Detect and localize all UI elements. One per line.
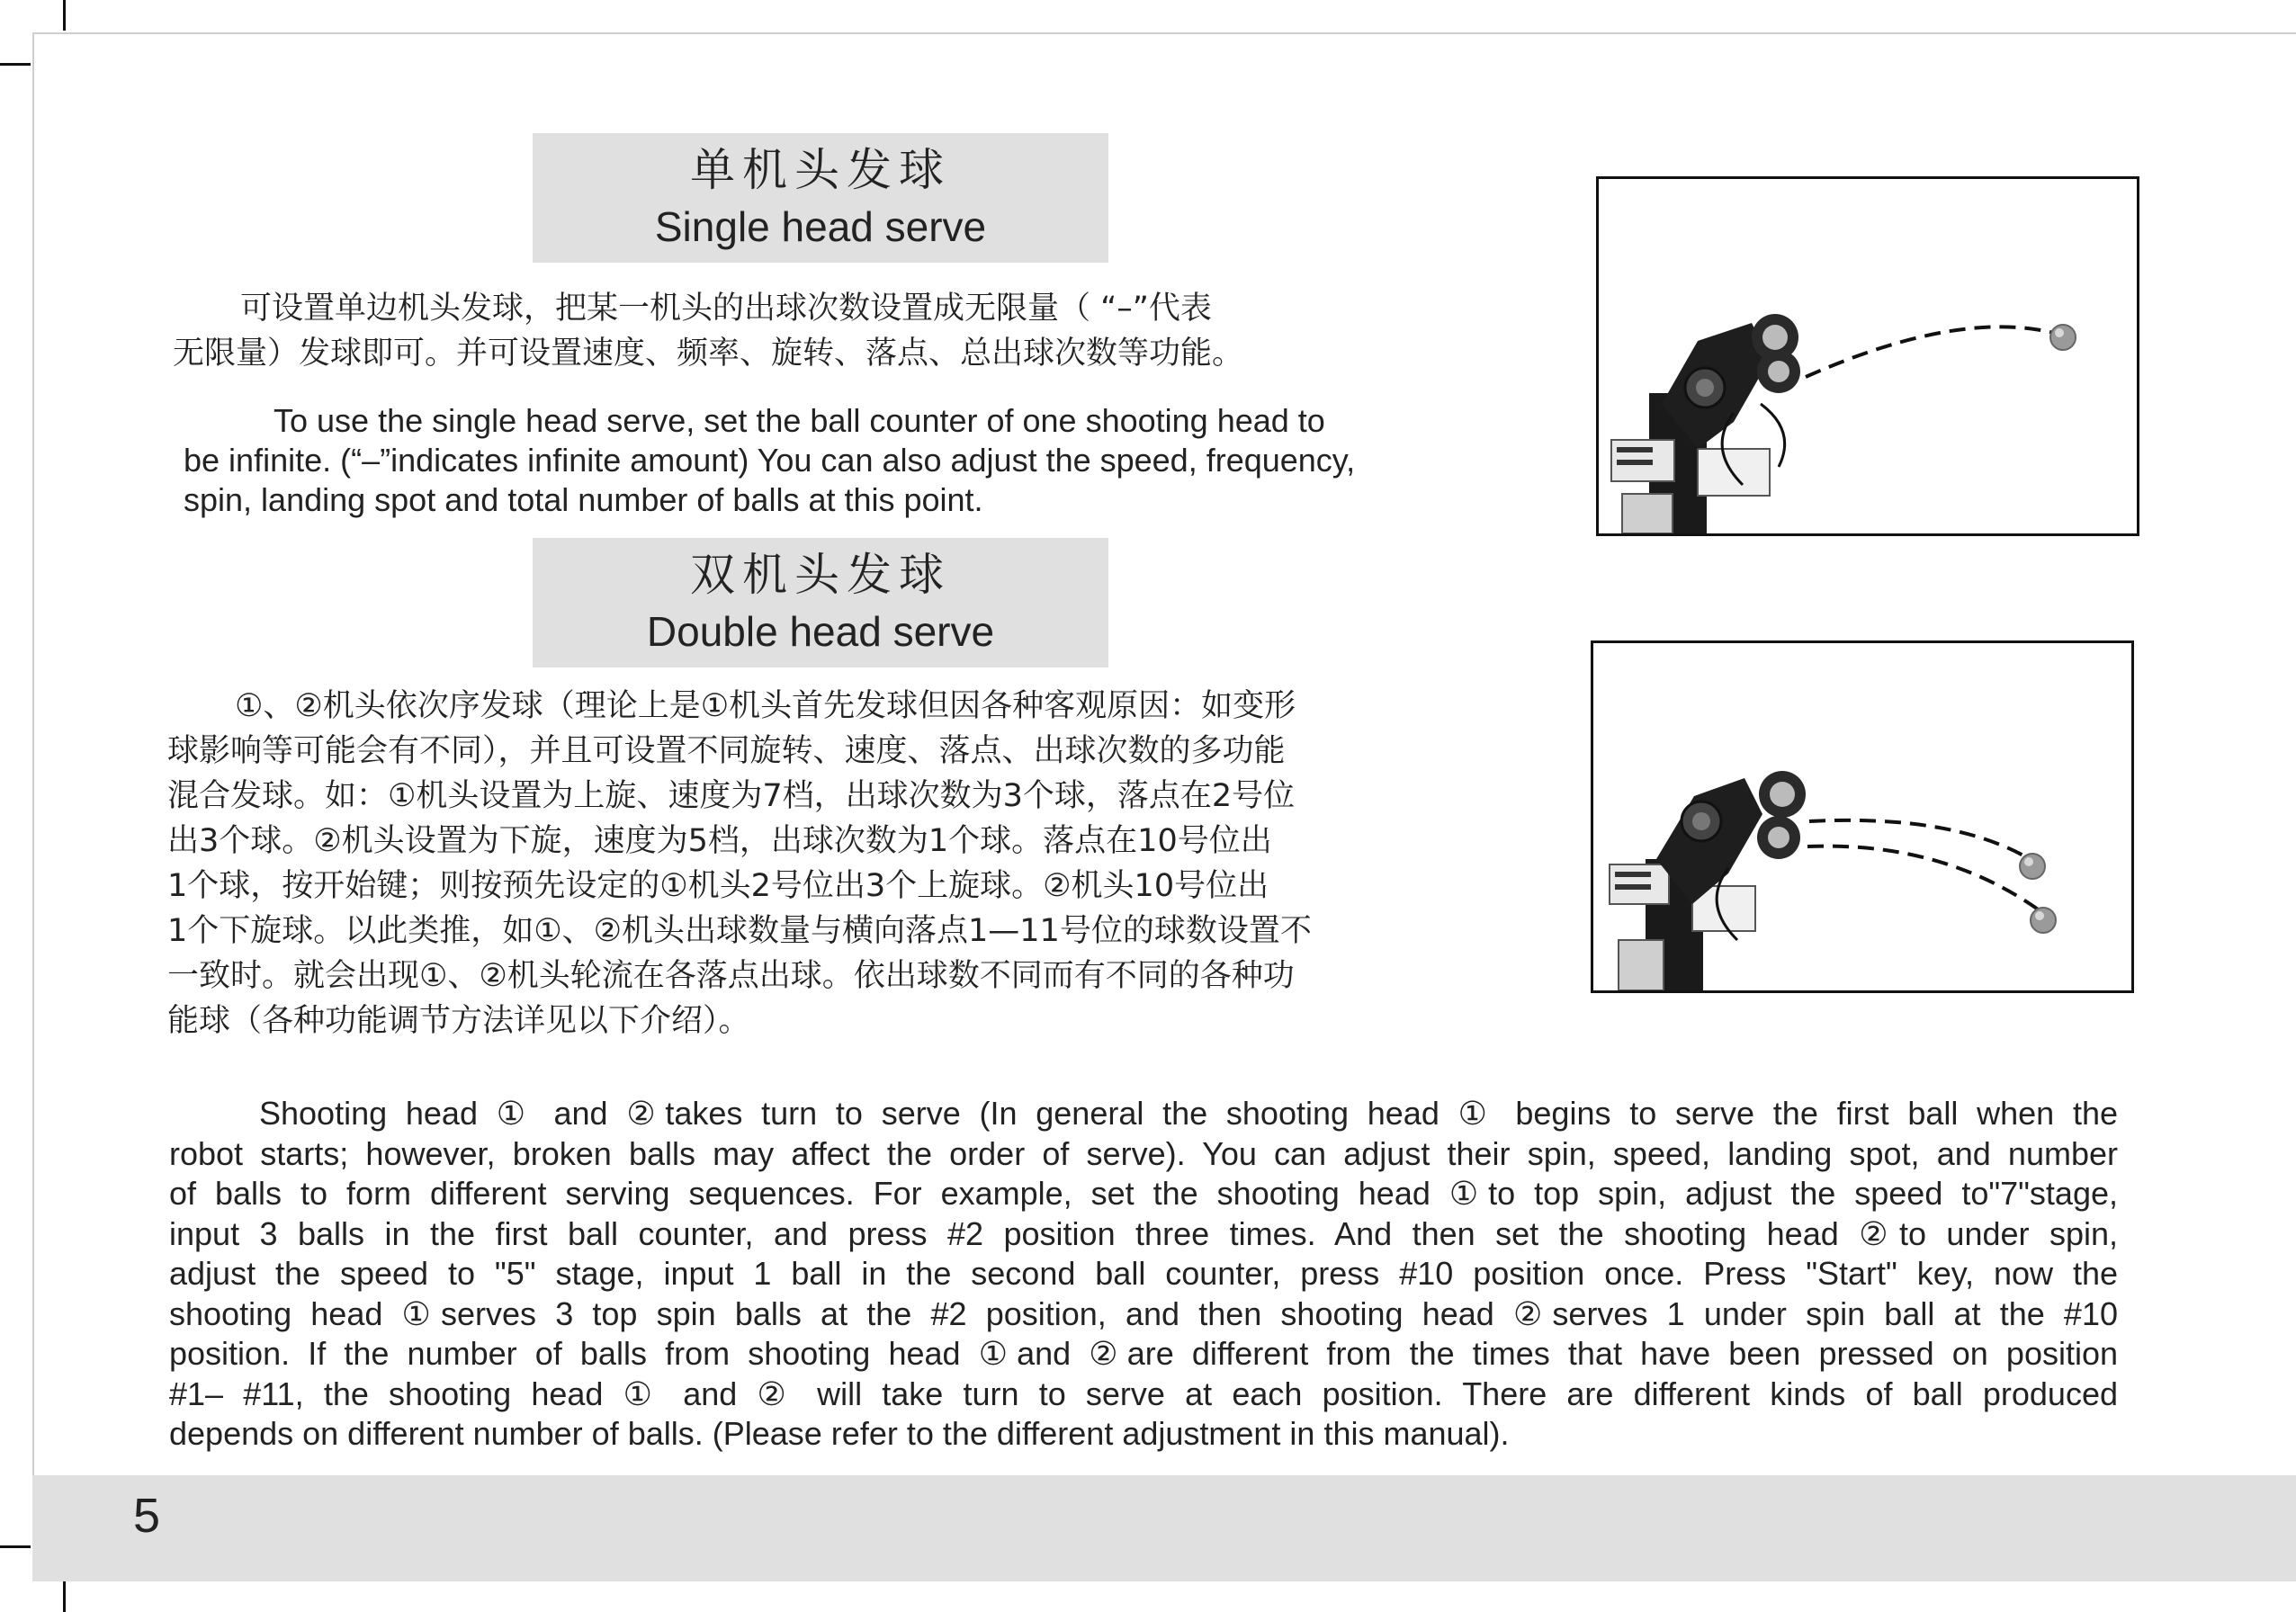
single-title-en: Single head serve (654, 203, 987, 250)
page-footer-bar (32, 1475, 2296, 1581)
page-number: 5 (133, 1489, 161, 1543)
robot-single-icon (1599, 179, 2137, 533)
crop-mark-bottom (63, 1581, 66, 1612)
double-title-cn: 双机头发球 (690, 549, 951, 601)
crop-mark-top (63, 0, 66, 31)
text-line: 球影响等可能会有不同），并且可设置不同旋转、速度、落点、出球次数的多功能 (167, 733, 1286, 769)
text-line: spin, landing spot and total number of balls at this point. (184, 481, 983, 518)
text-line: 无限量）发球即可。并可设置速度、频率、旋转、落点、总出球次数等功能。 (173, 336, 1244, 372)
text-line: #1– #11, the shooting head ① and ② will take turn to serve at each position. There are different kinds of ball produced (169, 1375, 2118, 1412)
single-title-cn: 单机头发球 (690, 144, 951, 196)
double-cn-paragraph (167, 684, 1312, 1043)
text-line: 1个球，按开始键；则按预先设定的①机头2号位出3个上旋球。②机头10号位出 (167, 868, 1269, 904)
text-line: adjust the speed to "5" stage, input 1 ball in the second ball counter, press #10 position once. Press "Start" key, now the (169, 1255, 2118, 1292)
double-title-en: Double head serve (646, 608, 995, 655)
single-head-serve-header (533, 133, 1108, 263)
text-line: position. If the number of balls from shooting head ①and ②are different from the times that have been pressed on position (169, 1335, 2118, 1372)
double-head-serve-header (533, 538, 1108, 667)
crop-mark-left-top (0, 63, 31, 66)
text-line: 可设置单边机头发球，把某一机头的出球次数设置成无限量（ “–”代表 (209, 291, 1212, 327)
text-line: To use the single head serve, set the ball counter of one shooting head to (274, 402, 1325, 439)
text-line: 能球（各种功能调节方法详见以下介绍）。 (167, 1003, 750, 1039)
text-line: ①、②机头依次序发球（理论上是①机头首先发球但因各种客观原因：如变形 (203, 688, 1296, 724)
single-cn-paragraph (173, 286, 1243, 376)
text-line: Shooting head ① and ②takes turn to serve (In general the shooting head ① begins to serve the first ball when the (259, 1095, 2118, 1132)
text-line: of balls to form different serving sequences. For example, set the shooting head ①to top spin, adjust the speed to"7"stage, (169, 1175, 2118, 1212)
text-line: shooting head ①serves 3 top spin balls at the #2 position, and then shooting head ②serves 1 under spin ball at the #10 (169, 1294, 2118, 1332)
text-line: be infinite. (“–”indicates infinite amount) You can also adjust the speed, frequency, (184, 442, 1356, 479)
single-en-paragraph (184, 401, 1479, 520)
crop-mark-left-bottom (0, 1545, 31, 1548)
text-line: 出3个球。②机头设置为下旋，速度为5档，出球次数为1个球。落点在10号位出 (167, 823, 1272, 859)
text-line: input 3 balls in the first ball counter, and press #2 position three times. And then set the shooting head ②to under spin, (169, 1214, 2118, 1252)
text-line: robot starts; however, broken balls may affect the order of serve). You can adjust their spin, speed, landing spot, and number (169, 1134, 2118, 1172)
text-line: 一致时。就会出现①、②机头轮流在各落点出球。依出球数不同而有不同的各种功 (167, 958, 1295, 994)
text-line: 1个下旋球。以此类推，如①、②机头出球数量与横向落点1—11号位的球数设置不 (167, 913, 1312, 949)
text-line: 混合发球。如：①机头设置为上旋、速度为7档，出球次数为3个球，落点在2号位 (167, 778, 1296, 814)
double-head-serve-illustration (1591, 640, 2134, 993)
double-en-paragraph (169, 1094, 2118, 1455)
single-head-serve-illustration (1596, 176, 2139, 536)
robot-double-icon (1593, 643, 2131, 990)
text-line: depends on different number of balls. (Please refer to the different adjustment in this manual). (169, 1415, 1510, 1452)
